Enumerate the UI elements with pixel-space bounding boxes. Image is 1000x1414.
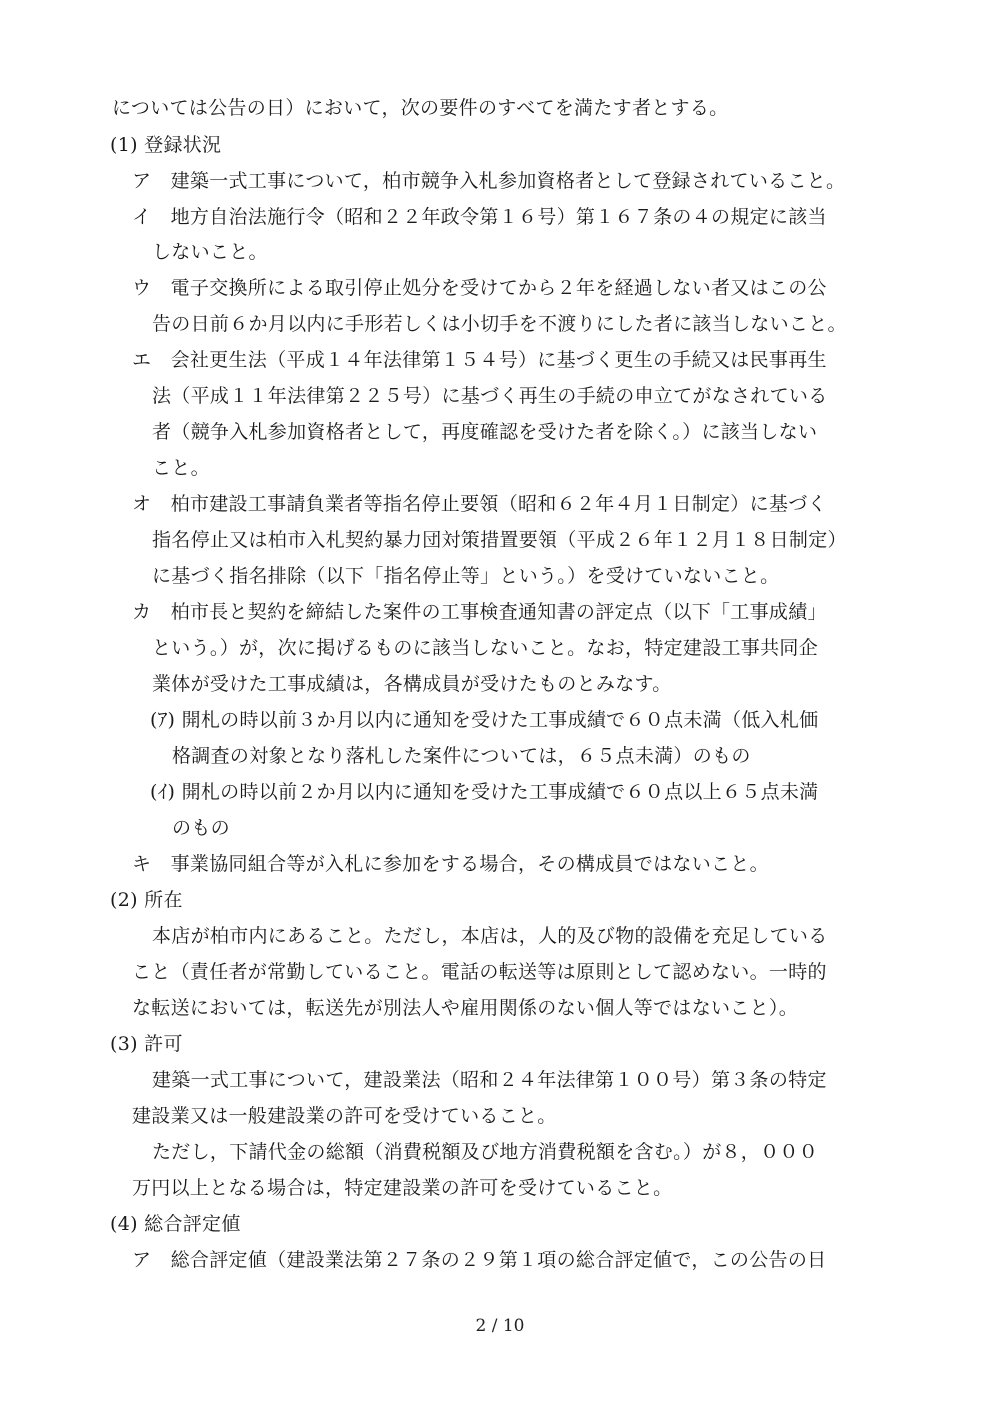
text-line: 建築一式工事について，建設業法（昭和２４年法律第１００号）第３条の特定	[152, 1069, 827, 1091]
text-line: ア 建築一式工事について，柏市競争入札参加資格者として登録されていること。	[132, 170, 846, 192]
text-line: 業体が受けた工事成績は，各構成員が受けたものとみなす。	[152, 673, 672, 695]
section-heading: (2) 所在	[110, 889, 183, 911]
text-line: 告の日前６か月以内に手形若しくは小切手を不渡りにした者に該当しないこと。	[152, 313, 847, 335]
section-heading: (3) 許可	[110, 1033, 183, 1055]
text-line: 建設業又は一般建設業の許可を受けていること。	[132, 1105, 557, 1127]
text-line: カ 柏市長と契約を締結した案件の工事検査通知書の評定点（以下「工事成績」	[132, 601, 827, 623]
text-line: しないこと。	[152, 241, 268, 263]
text-line: 法（平成１１年法律第２２５号）に基づく再生の手続の申立てがなされている	[152, 385, 828, 407]
text-line: という。）が，次に掲げるものに該当しないこと。なお，特定建設工事共同企	[152, 637, 819, 659]
section-heading: (4) 総合評定値	[110, 1213, 241, 1235]
text-line: エ 会社更生法（平成１４年法律第１５４号）に基づく更生の手続又は民事再生	[132, 349, 827, 371]
text-line: 格調査の対象となり落札した案件については，６５点未満）のもの	[172, 745, 751, 767]
text-line: については公告の日）において，次の要件のすべてを満たす者とする。	[112, 97, 729, 119]
text-line: キ 事業協同組合等が入札に参加をする場合，その構成員ではないこと。	[132, 853, 769, 875]
text-line: ア 総合評定値（建設業法第２７条の２９第１項の総合評定値で，この公告の日	[132, 1249, 827, 1271]
text-line: 万円以上となる場合は，特定建設業の許可を受けていること。	[132, 1177, 673, 1199]
page-number: 2 / 10	[475, 1316, 525, 1336]
text-line: 本店が柏市内にあること。ただし，本店は，人的及び物的設備を充足している	[152, 925, 828, 947]
text-line: に基づく指名排除（以下「指名停止等」という。）を受けていないこと。	[152, 565, 780, 587]
text-line: 指名停止又は柏市入札契約暴力団対策措置要領（平成２６年１２月１８日制定）	[152, 529, 847, 551]
text-line: ただし，下請代金の総額（消費税額及び地方消費税額を含む。）が８，０００	[152, 1141, 819, 1163]
section-heading: (1) 登録状況	[110, 134, 222, 156]
text-line: (ｱ) 開札の時以前３か月以内に通知を受けた工事成績で６０点未満（低入札価	[150, 709, 819, 731]
text-line: (ｲ) 開札の時以前２か月以内に通知を受けた工事成績で６０点以上６５点未満	[150, 781, 819, 803]
text-line: こと。	[152, 457, 210, 479]
text-line: ウ 電子交換所による取引停止処分を受けてから２年を経過しない者又はこの公	[132, 277, 827, 299]
text-line: こと（責任者が常勤していること。電話の転送等は原則として認めない。一時的	[132, 961, 827, 983]
text-line: イ 地方自治法施行令（昭和２２年政令第１６号）第１６７条の４の規定に該当	[132, 206, 827, 228]
text-line: な転送においては，転送先が別法人や雇用関係のない個人等ではないこと）。	[132, 997, 799, 1019]
text-line: オ 柏市建設工事請負業者等指名停止要領（昭和６２年４月１日制定）に基づく	[132, 493, 827, 515]
text-line: 者（競争入札参加資格者として，再度確認を受けた者を除く。）に該当しない	[152, 421, 818, 443]
text-line: のもの	[172, 817, 230, 839]
